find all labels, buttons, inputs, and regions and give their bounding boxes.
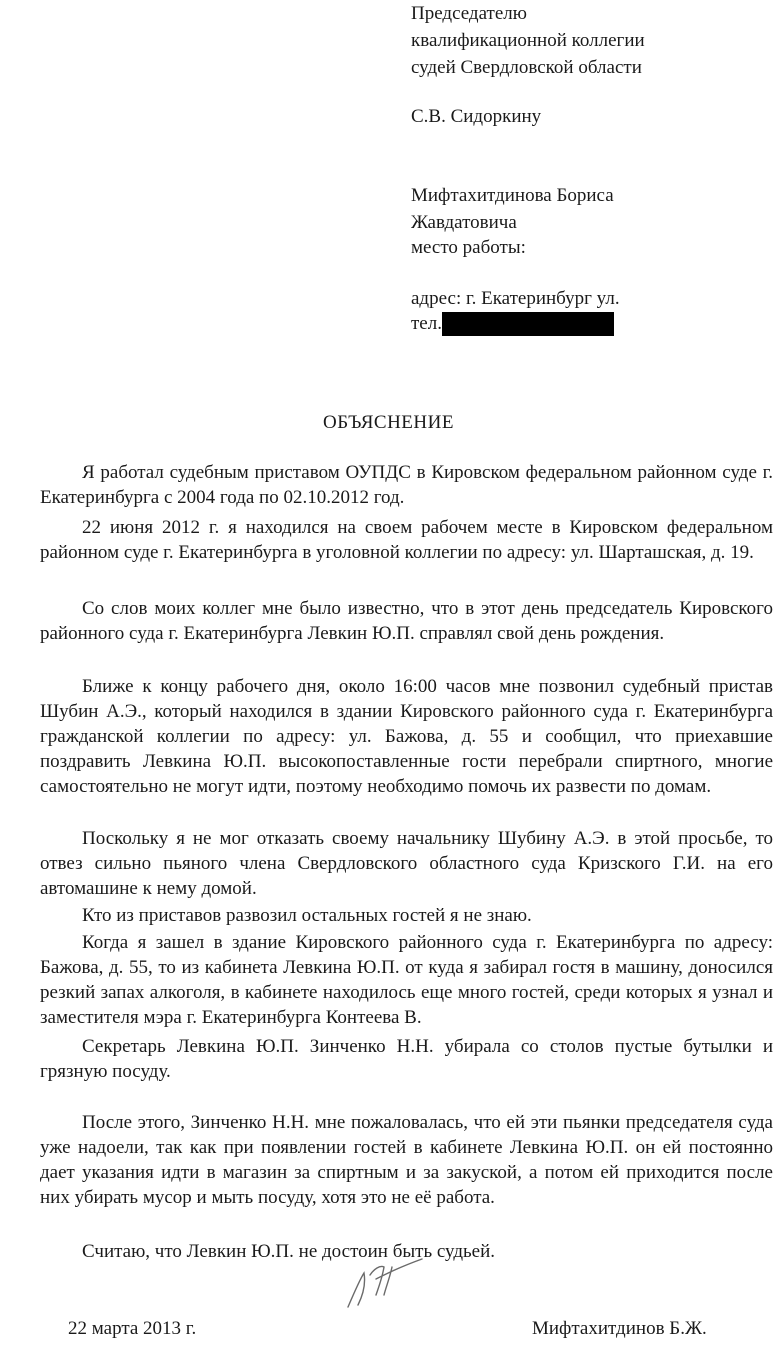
- paragraph-6: Кто из приставов развозил остальных гостей я не знаю.: [82, 905, 532, 926]
- paragraph-8: Секретарь Левкина Ю.П. Зинченко Н.Н. убирала со столов пустые бутылки и грязную посуду.: [40, 1036, 773, 1082]
- addressee-name: С.В. Сидоркину: [411, 106, 542, 127]
- paragraph-10: Считаю, что Левкин Ю.П. не достоин быть судьей.: [82, 1241, 496, 1262]
- phone-label: тел.: [411, 313, 442, 334]
- handwritten-signature: [340, 1245, 430, 1315]
- redaction-bar: [442, 312, 614, 336]
- paragraph-2: 22 июня 2012 г. я находился на своем рабочем месте в Кировском федеральном районном суде г. Екатеринбурга в уголовной коллегии по адресу: ул. Шарташская, д. 19.: [40, 517, 773, 563]
- paragraph-1: Я работал судебным приставом ОУПДС в Кировском федеральном районном суде г. Екатеринбурга с 2004 года по 02.10.2012 год.: [40, 462, 773, 508]
- sender-phone: [411, 312, 614, 336]
- addressee-line-3: судей Свердловской области: [411, 57, 642, 78]
- sender-workplace: место работы:: [411, 237, 526, 258]
- sender-name-line-1: Мифтахитдинова Бориса: [411, 185, 614, 206]
- sender-address: адрес: г. Екатеринбург ул.: [411, 288, 620, 309]
- paragraph-5: Поскольку я не мог отказать своему начальнику Шубину А.Э. в этой просьбе, то отвез сильно пьяного члена Свердловского областного суда Кризского Г.И. на его автомашине к нему домой.: [40, 828, 773, 899]
- sender-name-line-2: Жавдатовича: [411, 212, 517, 233]
- signatory-name: Мифтахитдинов Б.Ж.: [532, 1318, 707, 1339]
- paragraph-7: Когда я зашел в здание Кировского районного суда г. Екатеринбурга по адресу: Бажова, д. 55, то из кабинета Левкина Ю.П. от куда я забирал гостя в машину, доносился резкий запах алкоголя, в кабинете находилось еще много гостей, среди которых я узнал и заместителя мэра г. Екатеринбурга Контеева В.: [40, 932, 773, 1028]
- document-title: ОБЪЯСНЕНИЕ: [323, 412, 454, 433]
- paragraph-3: Со слов моих коллег мне было известно, что в этот день председатель Кировского районного суда г. Екатеринбурга Левкин Ю.П. справлял свой день рождения.: [40, 598, 773, 644]
- addressee-line-1: Председателю: [411, 3, 527, 24]
- addressee-line-2: квалификационной коллегии: [411, 30, 645, 51]
- paragraph-4: Ближе к концу рабочего дня, около 16:00 часов мне позвонил судебный пристав Шубин А.Э., который находился в здании Кировского районного суда г. Екатеринбурга гражданской коллегии по адресу: ул. Бажова, д. 55 и сообщил, что приехавшие поздравить Левкина Ю.П. высокопоставленные гости перебрали спиртного, многие самостоятельно не могут идти, поэтому необходимо помочь их развести по домам.: [40, 676, 773, 797]
- document-date: 22 марта 2013 г.: [68, 1318, 197, 1339]
- paragraph-9: После этого, Зинченко Н.Н. мне пожаловалась, что ей эти пьянки председателя суда уже надоели, так как при появлении гостей в кабинете Левкина Ю.П. он ей постоянно дает указания идти в магазин за спиртным и за закуской, а потом ей приходится после них убирать мусор и мыть посуду, хотя это не её работа.: [40, 1112, 773, 1208]
